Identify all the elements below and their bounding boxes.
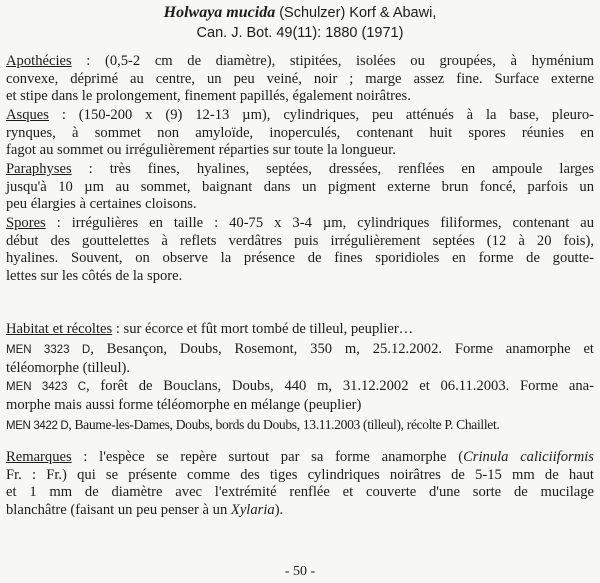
specimen-code: MEN 3422 D [6, 420, 69, 432]
spores-term: Spores [6, 215, 46, 231]
page-number: - 50 - [284, 564, 316, 579]
asques-term: Asques [6, 107, 49, 123]
remarques-paragraph: Remarques : l'espèce se repère surtout par sa forme anamorphe (Crinula caliciiformis Fr. : Fr.) qui se présente comme des tiges cylindriques noirâtres de 5-15 mm de haut et 1 mm de diamètre avec l'extrémité renflée et couverte d'une sorte de mucilage blanchâtre (faisant un peu penser à un Xylaria). [6, 449, 594, 518]
publication-reference: Can. J. Bot. 49(11): 1880 (1971) [196, 25, 404, 41]
habitat-paragraph: Habitat et récoltes : sur écorce et fût mort tombé de tilleul, peuplier… [6, 321, 414, 337]
apothecies-paragraph: Apothécies : (0,5-2 cm de diamètre), stipitées, isolées ou groupées, à hyménium convexe, déprimé au centre, un peu veiné, noir ; marge assez fine. Surface externe et stipe dans le prolongement, finement papillés, également noirâtres. [6, 53, 594, 105]
specimen-entry: MEN 3423 C, forêt de Bouclans, Doubs, 440 m, 31.12.2002 et 06.11.2003. Forme ana- morphe mais aussi forme téléomorphe en mélange (peuplier) [6, 378, 594, 413]
specimen-entry: MEN 3422 D, Baume-les-Dames, Doubs, bords du Doubs, 13.11.2003 (tilleul), récolte P. Chaillet. [6, 417, 500, 432]
remarques-term: Remarques [6, 449, 72, 465]
paraphyses-paragraph: Paraphyses : très fines, hyalines, septées, dressées, renflées en ampoule larges jusqu'à 10 µm au sommet, baignant dans un pigment externe brun foncé, parfois un peu élargies à certaines cloisons. [6, 161, 594, 213]
paraphyses-term: Paraphyses [6, 161, 72, 177]
specimen-entry: MEN 3323 D, Besançon, Doubs, Rosemont, 350 m, 25.12.2002. Forme anamorphe et téléomorphe (tilleul). [6, 341, 594, 376]
specimen-code: MEN 3423 C [6, 381, 87, 393]
specimen-code: MEN 3323 D [6, 344, 91, 356]
species-heading [0, 4, 600, 22]
asques-paragraph: Asques : (150-200 x (9) 12-13 µm), cylindriques, peu atténués à la base, pleuro- rynques, à sommet non amyloïde, inoperculés, contenant huit spores réunies en fagot au sommet ou irrégulièrement réparties sur toute la longueur. [6, 107, 594, 159]
habitat-term: Habitat et récoltes [6, 321, 113, 337]
spores-paragraph: Spores : irrégulières en taille : 40-75 x 3-4 µm, cylindriques filiformes, contenant au début des gouttelettes à reflets verdâtres puis irrégulièrement septées (12 à 20 fois), hyalines. Souvent, on observe la présence de fines sporidioles en forme de goutte- lettes sur les côtés de la spore. [6, 215, 594, 284]
species-authors: (Schulzer) Korf & Abawi, [279, 5, 437, 21]
apothecies-term: Apothécies [6, 53, 72, 69]
species-name: Holwaya mucida [163, 4, 276, 21]
